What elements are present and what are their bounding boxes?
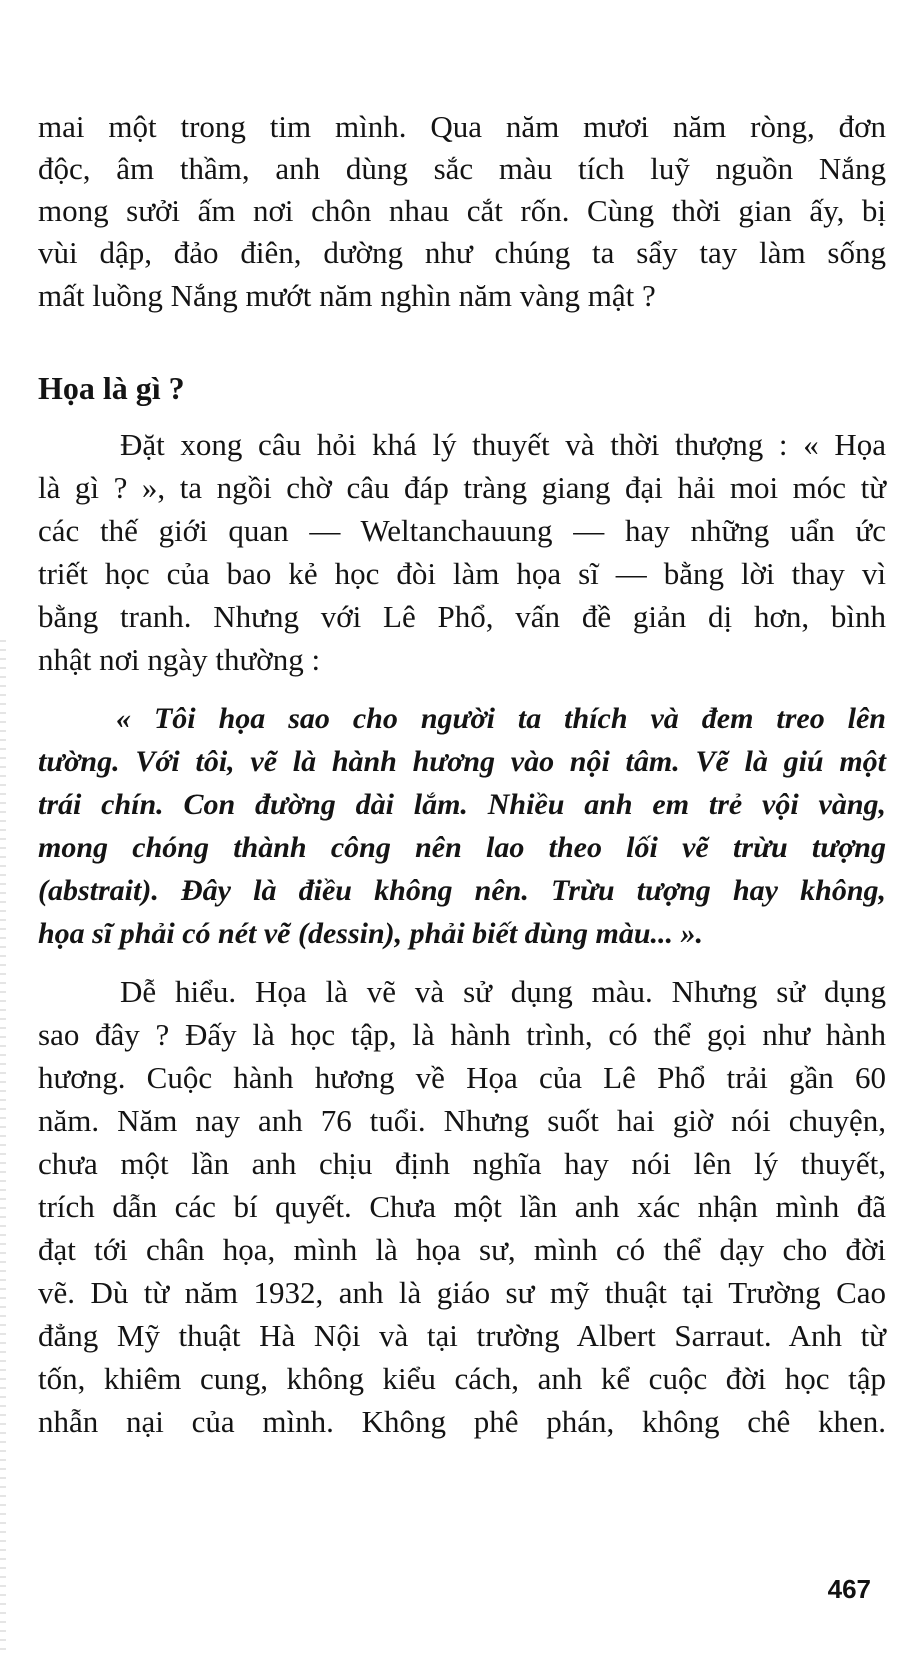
quote-line: họa sĩ phải có nét vẽ (dessin), phải biết dùng màu... ».	[38, 917, 704, 950]
paragraph3-line: sao đây ? Đấy là học tập, là hành trình, có thể gọi như hành	[38, 1017, 886, 1052]
quote-line: trái chín. Con đường dài lắm. Nhiều anh em trẻ vội vàng,	[38, 788, 886, 821]
quote-line: tường. Với tôi, vẽ là hành hương vào nội tâm. Vẽ là giú một	[38, 745, 886, 778]
paragraph1-line: mất luồng Nắng mướt năm nghìn năm vàng mật ?	[38, 278, 656, 313]
paragraph3-line: hương. Cuộc hành hương về Họa của Lê Phổ trải gần 60	[38, 1060, 886, 1095]
paragraph3-line: Dễ hiểu. Họa là vẽ và sử dụng màu. Nhưng sử dụng	[120, 974, 886, 1009]
paragraph3-line: vẽ. Dù từ năm 1932, anh là giáo sư mỹ thuật tại Trường Cao	[38, 1275, 886, 1310]
paragraph1-line: độc, âm thầm, anh dùng sắc màu tích luỹ nguồn Nắng	[38, 151, 886, 186]
paragraph1-line: mai một trong tim mình. Qua năm mươi năm ròng, đơn	[38, 109, 886, 144]
paragraph2-line: triết học của bao kẻ học đòi làm họa sĩ — bằng lời thay vì	[38, 556, 886, 591]
paragraph3-line: chưa một lần anh chịu định nghĩa hay nói lên lý thuyết,	[38, 1146, 886, 1181]
paragraph1-line: vùi dập, đảo điên, dường như chúng ta sẩy tay làm sống	[38, 235, 886, 270]
paragraph3-line: trích dẫn các bí quyết. Chưa một lần anh xác nhận mình đã	[38, 1189, 886, 1224]
paragraph2-line: nhật nơi ngày thường :	[38, 642, 321, 677]
book-page	[38, 0, 886, 1653]
paragraph2-line: bằng tranh. Nhưng với Lê Phổ, vấn đề giản dị hơn, bình	[38, 599, 886, 634]
quote-line: mong chóng thành công nên lao theo lối vẽ trừu tượng	[38, 831, 886, 864]
page-number: 467	[827, 1574, 871, 1604]
paragraph2-line: Đặt xong câu hỏi khá lý thuyết và thời thượng : « Họa	[120, 427, 886, 462]
quote-line: « Tôi họa sao cho người ta thích và đem treo lên	[116, 702, 886, 735]
section-heading: Họa là gì ?	[38, 370, 185, 406]
paragraph3-line: năm. Năm nay anh 76 tuổi. Nhưng suốt hai giờ nói chuyện,	[38, 1103, 886, 1138]
quote-line: (abstrait). Đây là điều không nên. Trừu tượng hay không,	[38, 874, 886, 907]
paragraph1-line: mong sưởi ấm nơi chôn nhau cắt rốn. Cùng thời gian ấy, bị	[38, 193, 886, 228]
paragraph3-line: nhẫn nại của mình. Không phê phán, không chê khen.	[38, 1404, 886, 1439]
paragraph3-line: đẳng Mỹ thuật Hà Nội và tại trường Albert Sarraut. Anh từ	[38, 1318, 886, 1353]
scan-edge-shadow	[0, 640, 6, 1653]
paragraph3-line: tốn, khiêm cung, không kiểu cách, anh kể cuộc đời học tập	[38, 1361, 886, 1396]
paragraph3-line: đạt tới chân họa, mình là họa sư, mình có thể dạy cho đời	[38, 1232, 886, 1267]
paragraph2-line: các thế giới quan — Weltanchauung — hay những uẩn ức	[38, 513, 886, 548]
paragraph2-line: là gì ? », ta ngồi chờ câu đáp tràng giang đại hải moi móc từ	[38, 470, 886, 505]
